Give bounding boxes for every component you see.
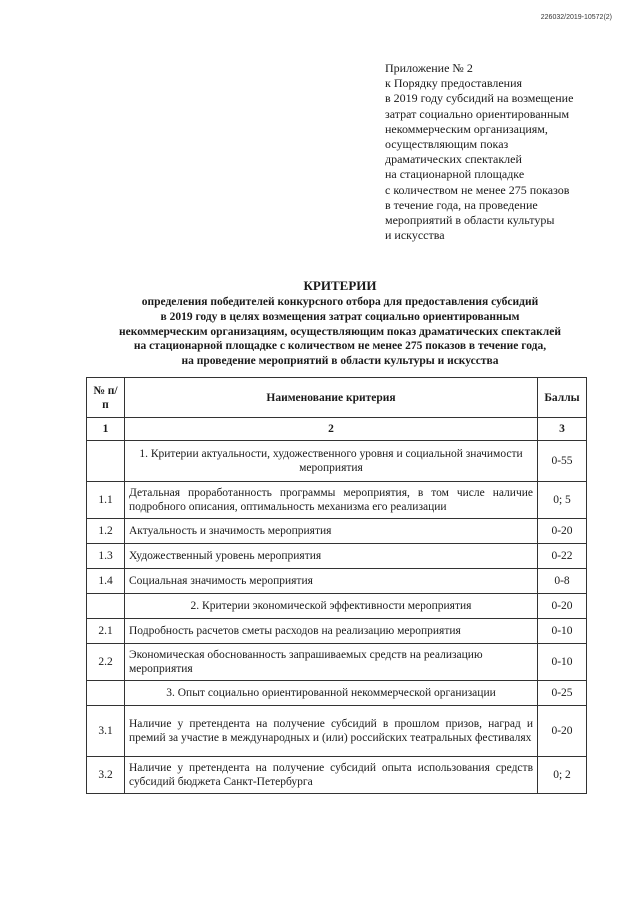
annex-line: в течение года, на проведение [385,197,538,212]
row-score: 0-20 [538,519,587,544]
row-score: 0; 2 [538,757,587,794]
subtitle-line: некоммерческим организациям, осуществляющим показ драматических спектаклей [119,325,561,338]
table-row [87,594,587,619]
row-score: 0-10 [538,644,587,681]
document-title [70,278,610,369]
table-header-row [87,378,587,418]
row-num [87,681,125,706]
row-criterion: Наличие у претендента на получение субсидий в прошлом призов, наград и премий за участие в международных и (или) российских театральных фестивалях [125,706,538,757]
row-score: 0-10 [538,619,587,644]
row-num: 1.2 [87,519,125,544]
column-number: 2 [125,418,538,441]
annex-line: в 2019 году субсидий на возмещение [385,91,574,106]
row-criterion: 1. Критерии актуальности, художественного уровня и социальной значимости мероприятия [125,441,538,482]
annex-line: к Порядку предоставления [385,76,523,91]
subtitle-line: на стационарной площадке с количеством не менее 275 показов в течение года, [133,340,547,353]
annex-line: и искусства [385,228,445,243]
column-number: 3 [538,418,587,441]
table-row [87,544,587,569]
row-score: 0-25 [538,681,587,706]
row-num: 3.1 [87,706,125,757]
annex-line: затрат социально ориентированным [385,106,570,121]
annex-line: некоммерческим организациям, [385,121,548,136]
subtitle-line: на проведение мероприятий в области культуры и искусства [181,355,499,368]
title-subtitle [70,295,610,369]
header-name: Наименование критерия [125,378,538,418]
table-row [87,441,587,482]
row-score: 0; 5 [538,482,587,519]
row-criterion: Экономическая обоснованность запрашиваемых средств на реализацию мероприятия [125,644,538,681]
document-id: 226032/2019-10572(2) [540,14,612,21]
annex-line: драматических спектаклей [385,152,522,167]
table-row [87,619,587,644]
table-row [87,644,587,681]
row-num: 3.2 [87,757,125,794]
column-number: 1 [87,418,125,441]
row-score: 0-55 [538,441,587,482]
column-number-row [87,418,587,441]
row-num [87,441,125,482]
header-num: № п/п [87,378,125,418]
table-row [87,681,587,706]
table-row [87,757,587,794]
annex-note [385,61,625,243]
annex-line: мероприятий в области культуры [385,213,555,228]
annex-line: на стационарной площадке [385,167,525,182]
row-criterion: Детальная проработанность программы мероприятия, в том числе наличие подробного описания, оптимальность механизма его реализации [125,482,538,519]
row-criterion: Художественный уровень мероприятия [125,544,538,569]
row-num: 1.3 [87,544,125,569]
row-score: 0-8 [538,569,587,594]
row-num: 2.2 [87,644,125,681]
row-criterion: Актуальность и значимость мероприятия [125,519,538,544]
annex-line: с количеством не менее 275 показов [385,182,570,197]
header-score: Баллы [538,378,587,418]
row-num [87,594,125,619]
annex-line: осуществляющим показ [385,137,509,152]
row-num: 1.4 [87,569,125,594]
row-num: 1.1 [87,482,125,519]
subtitle-line: в 2019 году в целях возмещения затрат социально ориентированным [160,310,520,323]
row-criterion: 2. Критерии экономической эффективности мероприятия [125,594,538,619]
criteria-table [86,377,587,794]
row-score: 0-22 [538,544,587,569]
row-num: 2.1 [87,619,125,644]
table-row [87,519,587,544]
row-criterion: Социальная значимость мероприятия [125,569,538,594]
table-row [87,569,587,594]
title-main: КРИТЕРИИ [303,278,377,293]
annex-line: Приложение № 2 [385,61,473,75]
row-criterion: Наличие у претендента на получение субсидий опыта использования средств субсидий бюджета Санкт-Петербурга [125,757,538,794]
row-criterion: 3. Опыт социально ориентированной некоммерческой организации [125,681,538,706]
row-score: 0-20 [538,706,587,757]
row-criterion: Подробность расчетов сметы расходов на реализацию мероприятия [125,619,538,644]
table-row [87,706,587,757]
subtitle-line: определения победителей конкурсного отбора для предоставления субсидий [141,296,539,308]
table-row [87,482,587,519]
row-score: 0-20 [538,594,587,619]
